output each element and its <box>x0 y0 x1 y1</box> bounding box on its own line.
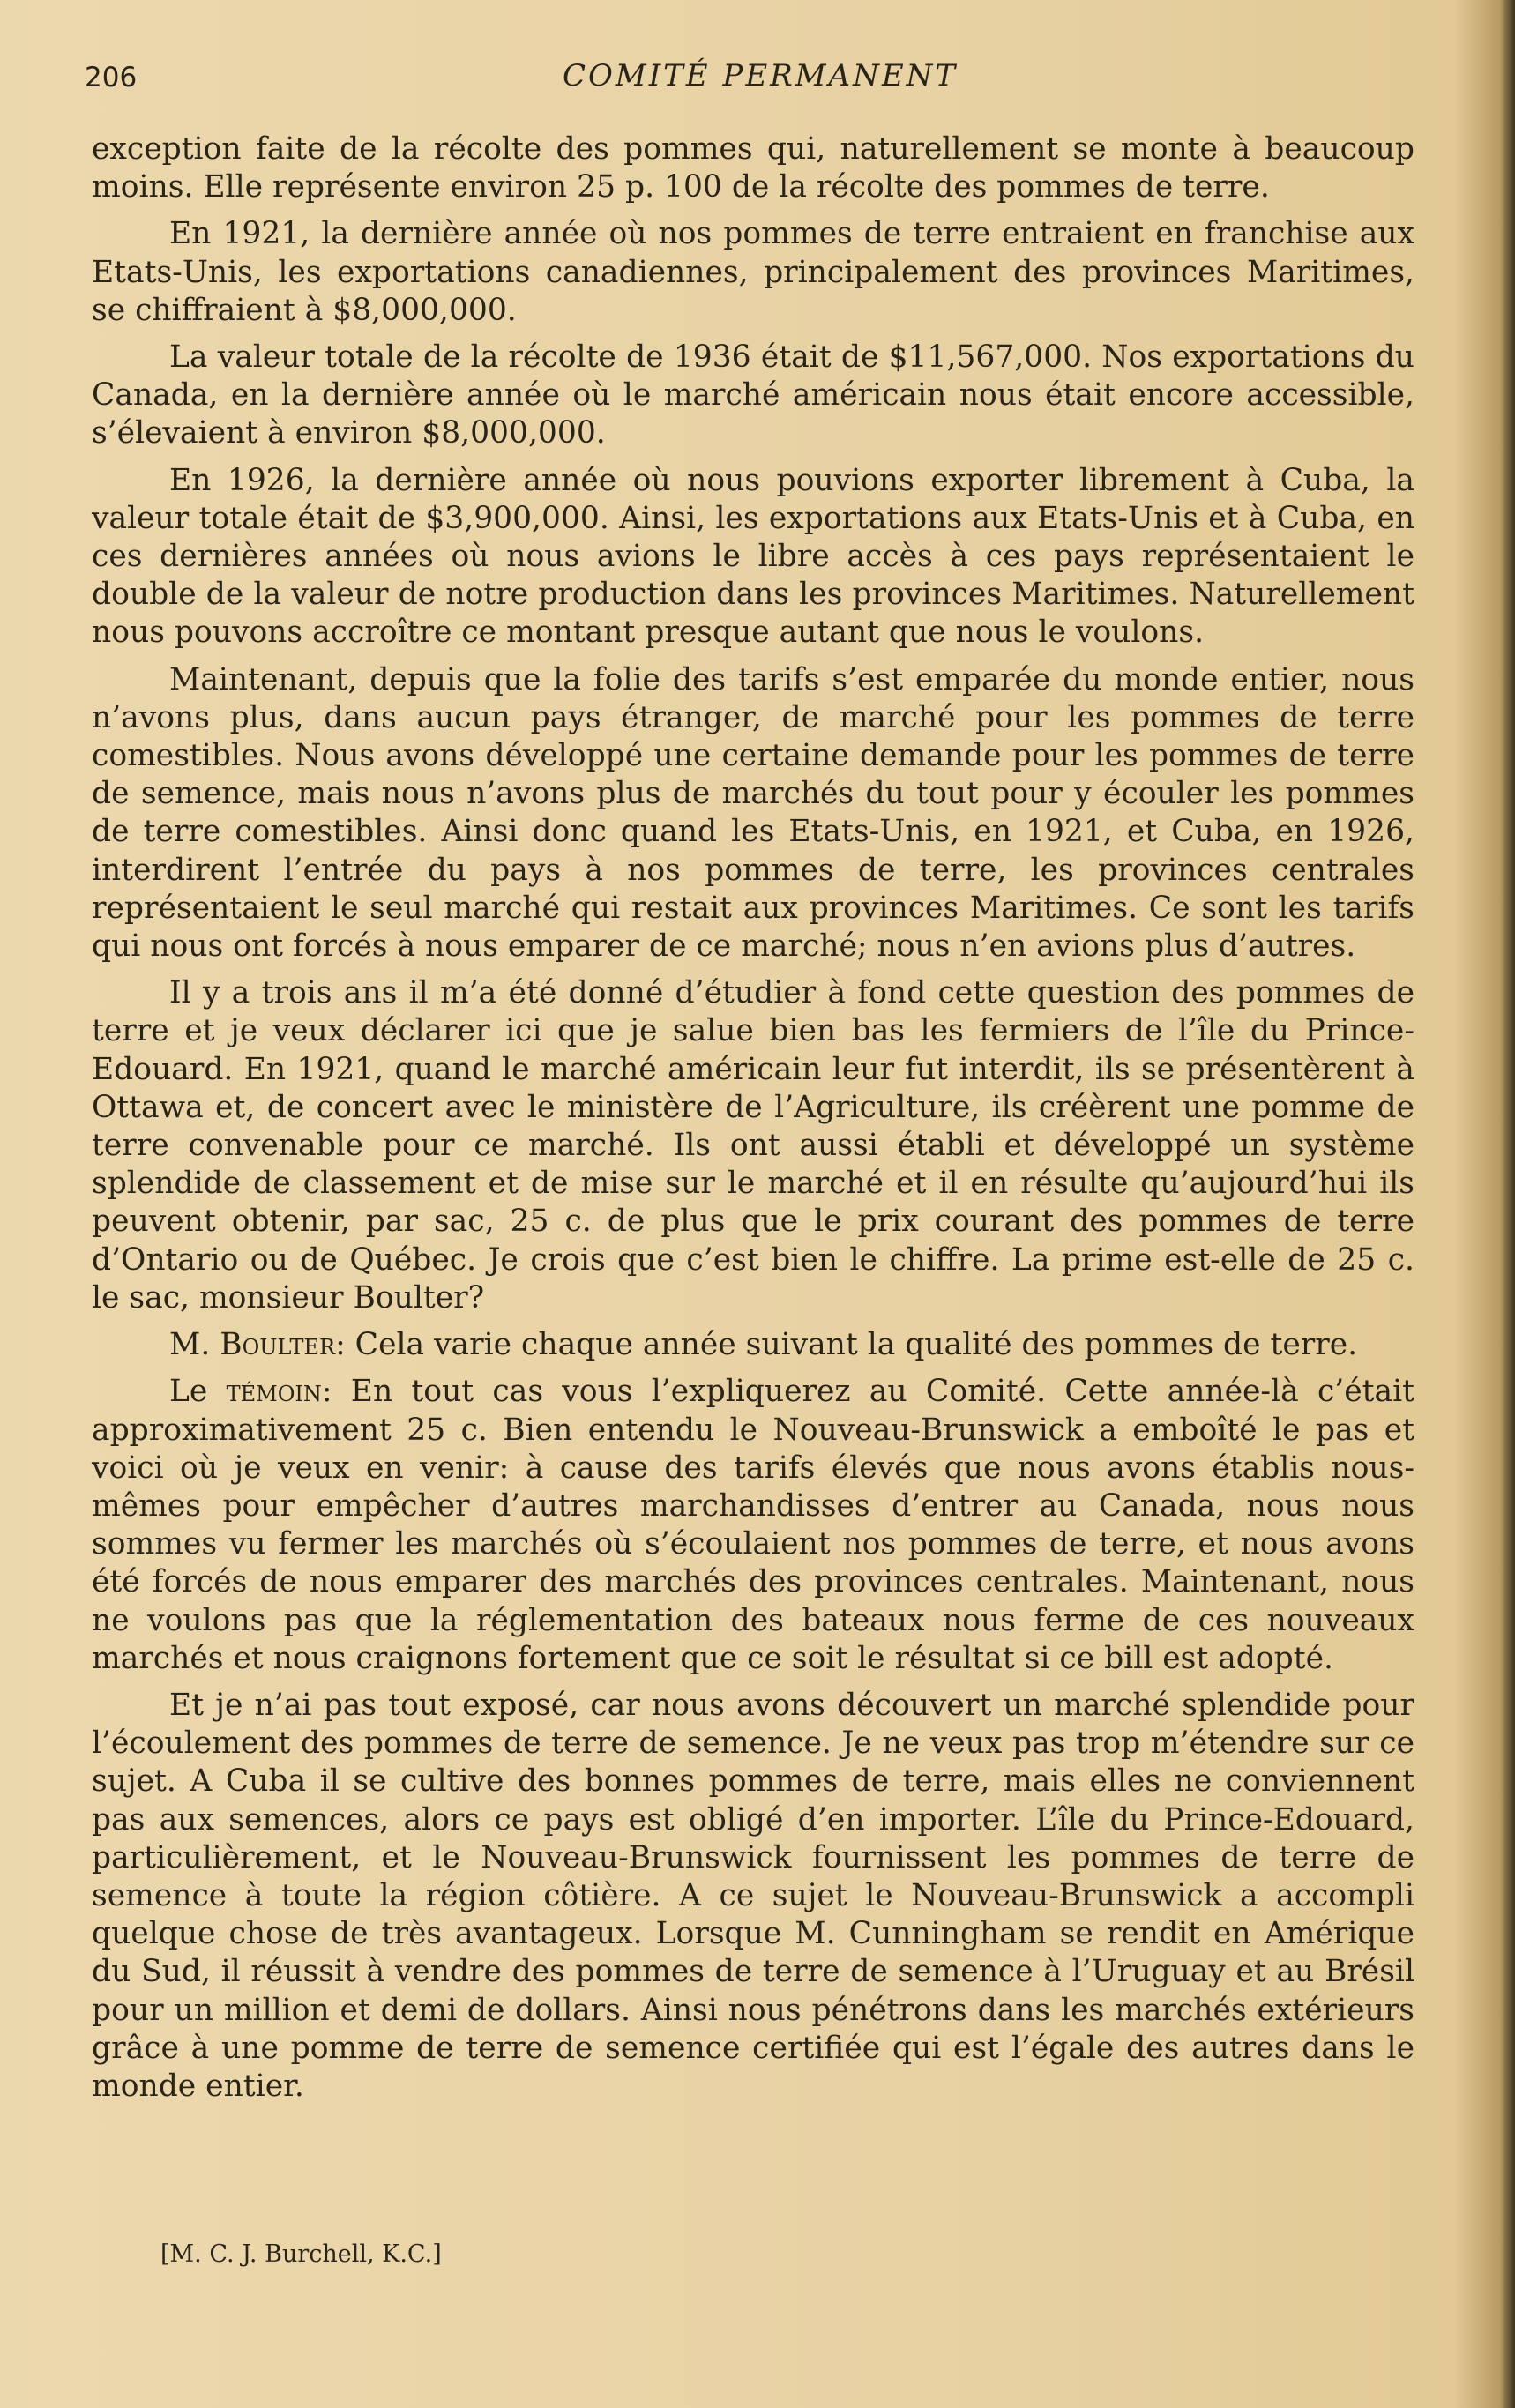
running-title: COMITÉ PERMANENT <box>563 58 959 93</box>
paragraph-1: exception faite de la récolte des pommes qui, naturellement se monte à beaucoup moins. Elle représente environ 25 p. 100 de la récolte des pommes de terre. <box>92 131 1414 205</box>
paragraph-7-text: : Cela varie chaque année suivant la qualité des pommes de terre. <box>335 1327 1358 1363</box>
page-header <box>85 53 1407 106</box>
paragraph-8 <box>92 1373 1414 1678</box>
paragraph-4: En 1926, la dernière année où nous pouvions exporter librement à Cuba, la valeur totale était de $3,900,000. Ainsi, les exportations aux Etats-Unis et à Cuba, en ces dernières années où nous avions le libre accès à ces pays représentaient le double de la valeur de notre production dans les provinces Maritimes. Naturellement nous pouvons accroître ce montant presque autant que nous le voulons. <box>92 462 1414 651</box>
speaker-temoin: témoin <box>226 1374 322 1410</box>
body-text <box>92 130 1414 2114</box>
paragraph-9: Et je n’ai pas tout exposé, car nous avons découvert un marché splendide pour l’écoulement des pommes de terre de semence. Je ne veux pas trop m’étendre sur ce sujet. A Cuba il se cultive des bonnes pommes de terre, mais elles ne conviennent pas aux semences, alors ce pays est obligé d’en importer. L’île du Prince-Edouard, particulièrement, et le Nouveau-Brunswick fournissent les pommes de terre de semence à toute la région côtière. A ce sujet le Nouveau-Brunswick a accompli quelque chose de très avantageux. Lorsque M. Cunningham se rendit en Amérique du Sud, il réussit à vendre des pommes de terre de semence à l’Uruguay et au Brésil pour un million et demi de dollars. Ainsi nous pénétrons dans les marchés extérieurs grâce à une pomme de terre de semence certifiée qui est l’égale des autres dans le monde entier. <box>92 1687 1414 2104</box>
speaker-boulter: M. Boulter <box>169 1327 336 1363</box>
speaker-prefix: Le <box>169 1374 227 1410</box>
book-binding-edge <box>1503 0 1515 2408</box>
paragraph-3: La valeur totale de la récolte de 1936 était de $11,567,000. Nos exportations du Canada, en la dernière année où le marché américain nous était encore accessible, s’élevaient à environ $8,000,000. <box>92 339 1414 451</box>
page-number: 206 <box>85 62 138 93</box>
paragraph-2: En 1921, la dernière année où nos pommes de terre entraient en franchise aux Etats-Unis, les exportations canadiennes, principalement des provinces Maritimes, se chiffraient à $8,000,000. <box>92 216 1414 328</box>
paragraph-5: Maintenant, depuis que la folie des tarifs s’est emparée du monde entier, nous n’avons plus, dans aucun pays étranger, de marché pour les pommes de terre comestibles. Nous avons développé une certaine demande pour les pommes de terre de semence, mais nous n’avons plus de marchés du tout pour y écouler les pommes de terre comestibles. Ainsi donc quand les Etats-Unis, en 1921, et Cuba, en 1926, interdirent l’entrée du pays à nos pommes de terre, les provinces centrales représentaient le seul marché qui restait aux provinces Maritimes. Ce sont les tarifs qui nous ont forcés à nous emparer de ce marché; nous n’en avions plus d’autres. <box>92 661 1414 965</box>
paragraph-7 <box>92 1326 1414 1364</box>
paragraph-8-text: : En tout cas vous l’expliquerez au Comité. Cette année-là c’était approximativement 25 c. Bien entendu le Nouveau-Brunswick a emboîté le pas et voici où je veux en venir: à cause des tarifs élevés que nous avons établis nous-mêmes pour empêcher d’autres marchandisses d’entrer au Canada, nous nous sommes vu fermer les marchés où s’écoulaient nos pommes de terre, et nous avons été forcés de nous emparer des marchés des provinces centrales. Maintenant, nous ne voulons pas que la réglementation des bateaux nous ferme de ces nouveaux marchés et nous craignons fortement que ce soit le résultat si ce bill est adopté. <box>92 1374 1415 1676</box>
paragraph-6: Il y a trois ans il m’a été donné d’étudier à fond cette question des pommes de terre et je veux déclarer ici que je salue bien bas les fermiers de l’île du Prince-Edouard. En 1921, quand le marché américain leur fut interdit, ils se présentèrent à Ottawa et, de concert avec le ministère de l’Agriculture, ils créèrent une pomme de terre convenable pour ce marché. Ils ont aussi établi et développé un système splendide de classement et de mise sur le marché et il en résulte qu’aujourd’hui ils peuvent obtenir, par sac, 25 c. de plus que le prix courant des pommes de terre d’Ontario ou de Québec. Je crois que c’est bien le chiffre. La prime est-elle de 25 c. le sac, monsieur Boulter? <box>92 975 1414 1316</box>
footer-note: [M. C. J. Burchell, K.C.] <box>160 2240 442 2268</box>
